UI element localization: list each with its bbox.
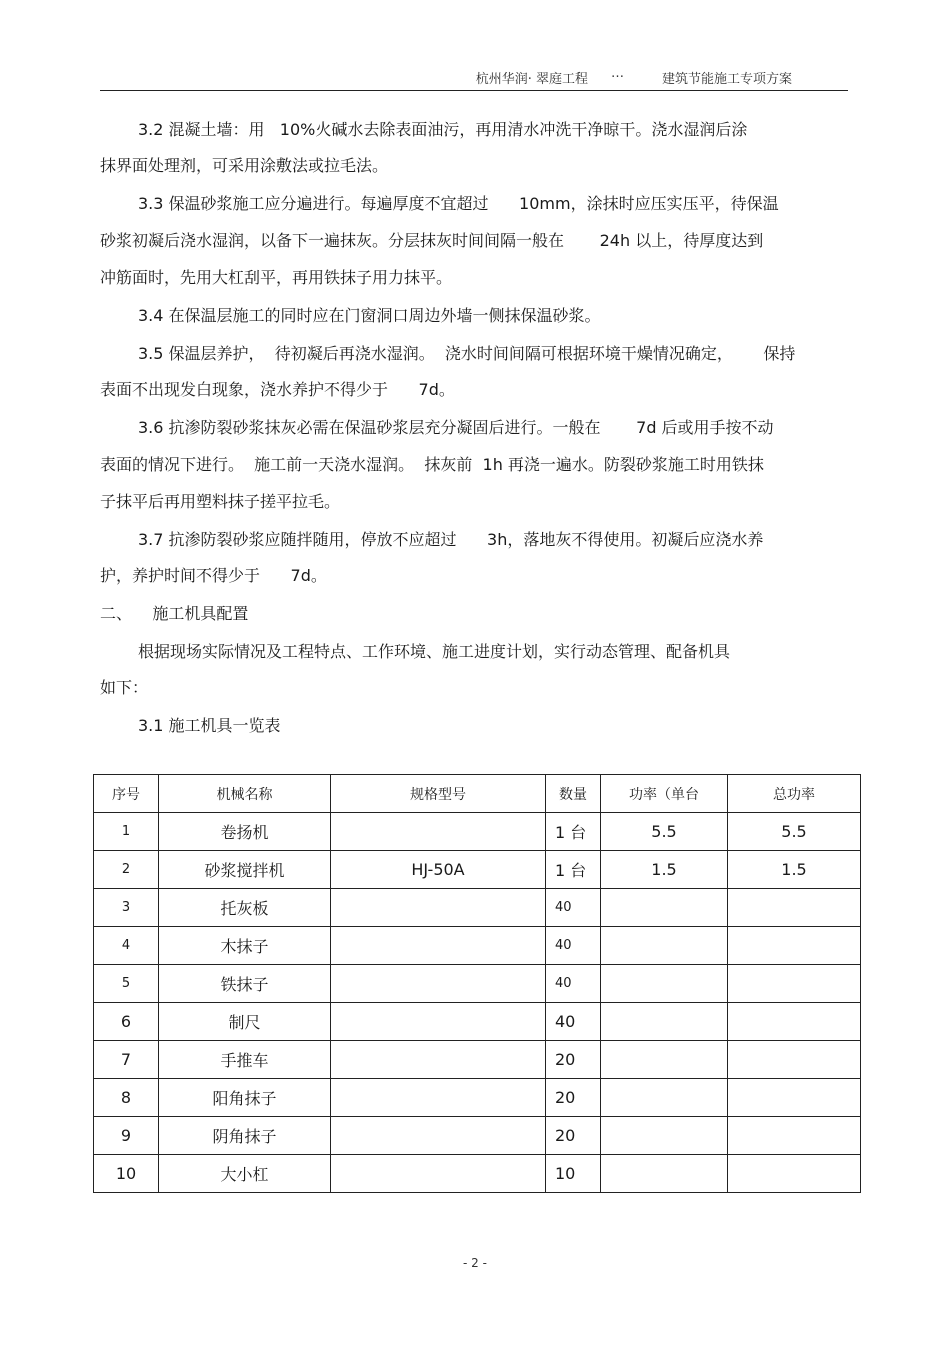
cell-unit-power — [601, 1155, 728, 1193]
cell-index: 10 — [94, 1155, 159, 1193]
cell-index: 9 — [94, 1117, 159, 1155]
cell-unit-power — [601, 927, 728, 965]
cell-index: 7 — [94, 1041, 159, 1079]
cell-model — [331, 889, 546, 927]
cell-unit-power: 1.5 — [601, 851, 728, 889]
cell-unit-power — [601, 1003, 728, 1041]
table-row — [94, 1041, 861, 1079]
cell-name: 砂浆搅拌机 — [159, 851, 331, 889]
cell-total-power — [728, 889, 861, 927]
paragraph-3-5-line-1: 3.5 保温层养护， 待初凝后再浇水湿润。 浇水时间间隔可根据环境干燥情况确定， 保持 — [138, 344, 796, 363]
cell-name: 阳角抹子 — [159, 1079, 331, 1117]
header-separator: … — [611, 66, 624, 81]
cell-name: 铁抹子 — [159, 965, 331, 1003]
header-cell-quantity: 数量 — [546, 775, 601, 813]
table-row — [94, 1079, 861, 1117]
table-row — [94, 1117, 861, 1155]
page-header — [100, 64, 848, 91]
cell-model — [331, 1041, 546, 1079]
header-cell-name: 机械名称 — [159, 775, 331, 813]
cell-model — [331, 927, 546, 965]
cell-total-power — [728, 1003, 861, 1041]
cell-total-power — [728, 1155, 861, 1193]
cell-total-power — [728, 1041, 861, 1079]
cell-model — [331, 965, 546, 1003]
cell-unit-power — [601, 1079, 728, 1117]
cell-unit-power — [601, 1117, 728, 1155]
cell-unit-power: 5.5 — [601, 813, 728, 851]
paragraph-3-3-line-2: 砂浆初凝后浇水湿润，以备下一遍抹灰。分层抹灰时间间隔一般在 24h 以上，待厚度达到 — [100, 231, 764, 250]
cell-total-power: 5.5 — [728, 813, 861, 851]
header-project-name: 杭州华润· 翠庭工程 — [475, 72, 588, 87]
paragraph-3-5-line-2: 表面不出现发白现象，浇水养护不得少于 7d。 — [100, 380, 455, 399]
cell-total-power — [728, 1079, 861, 1117]
table-header-row — [94, 775, 861, 813]
cell-index: 2 — [94, 851, 159, 889]
cell-quantity: 20 — [546, 1117, 601, 1155]
cell-quantity: 20 — [546, 1041, 601, 1079]
paragraph-3-2-line-1: 3.2 混凝土墙：用 10%火碱水去除表面油污，再用清水冲洗干净晾干。浇水湿润后涂 — [138, 120, 748, 139]
cell-index: 3 — [94, 889, 159, 927]
section-heading-equipment: 二、 施工机具配置 — [100, 604, 249, 623]
paragraph-3-4-line-1: 3.4 在保温层施工的同时应在门窗洞口周边外墙一侧抹保温砂浆。 — [138, 306, 601, 325]
cell-model — [331, 1117, 546, 1155]
cell-name: 手推车 — [159, 1041, 331, 1079]
cell-quantity: 40 — [546, 927, 601, 965]
cell-total-power: 1.5 — [728, 851, 861, 889]
cell-index: 8 — [94, 1079, 159, 1117]
cell-quantity: 40 — [546, 965, 601, 1003]
cell-total-power — [728, 965, 861, 1003]
table-row — [94, 889, 861, 927]
page-number: - 2 - — [463, 1256, 487, 1270]
paragraph-3-6-line-2: 表面的情况下进行。 施工前一天浇水湿润。 抹灰前 1h 再浇一遍水。防裂砂浆施工时用铁抹 — [100, 455, 764, 474]
cell-name: 木抹子 — [159, 927, 331, 965]
cell-name: 阴角抹子 — [159, 1117, 331, 1155]
cell-quantity: 1 台 — [546, 851, 601, 889]
header-cell-total-power: 总功率 — [728, 775, 861, 813]
cell-index: 4 — [94, 927, 159, 965]
table-row — [94, 927, 861, 965]
paragraph-3-2-line-2: 抹界面处理剂，可采用涂敷法或拉毛法。 — [100, 156, 389, 175]
cell-name: 制尺 — [159, 1003, 331, 1041]
table-row — [94, 813, 861, 851]
paragraph-3-3-line-3: 冲筋面时，先用大杠刮平，再用铁抹子用力抹平。 — [100, 268, 453, 287]
cell-quantity: 40 — [546, 889, 601, 927]
equipment-table — [93, 774, 861, 1193]
cell-unit-power — [601, 965, 728, 1003]
table-row — [94, 1155, 861, 1193]
table-row — [94, 1003, 861, 1041]
cell-quantity: 1 台 — [546, 813, 601, 851]
cell-index: 1 — [94, 813, 159, 851]
cell-quantity: 10 — [546, 1155, 601, 1193]
paragraph-3-6-line-1: 3.6 抗渗防裂砂浆抹灰必需在保温砂浆层充分凝固后进行。一般在 7d 后或用手按不动 — [138, 418, 774, 437]
header-cell-model: 规格型号 — [331, 775, 546, 813]
paragraph-3-6-line-3: 子抹平后再用塑料抹子搓平拉毛。 — [100, 492, 341, 511]
cell-model — [331, 813, 546, 851]
cell-model — [331, 1079, 546, 1117]
table-row — [94, 851, 861, 889]
paragraph-3-7-line-1: 3.7 抗渗防裂砂浆应随拌随用，停放不应超过 3h，落地灰不得使用。初凝后应浇水养 — [138, 530, 764, 549]
cell-model — [331, 1003, 546, 1041]
cell-total-power — [728, 1117, 861, 1155]
cell-quantity: 40 — [546, 1003, 601, 1041]
paragraph-3-7-line-2: 护，养护时间不得少于 7d。 — [100, 566, 327, 585]
cell-model: HJ-50A — [331, 851, 546, 889]
table-row — [94, 965, 861, 1003]
cell-unit-power — [601, 889, 728, 927]
paragraph-3-3-line-1: 3.3 保温砂浆施工应分遍进行。每遍厚度不宜超过 10mm，涂抹时应压实压平，待保温 — [138, 194, 779, 213]
cell-index: 5 — [94, 965, 159, 1003]
cell-quantity: 20 — [546, 1079, 601, 1117]
intro-line-1: 根据现场实际情况及工程特点、工作环境、施工进度计划，实行动态管理、配备机具 — [138, 642, 731, 661]
header-cell-unit-power: 功率（单台 — [601, 775, 728, 813]
cell-index: 6 — [94, 1003, 159, 1041]
cell-model — [331, 1155, 546, 1193]
header-document-title: 建筑节能施工专项方案 — [661, 72, 792, 87]
cell-total-power — [728, 927, 861, 965]
cell-name: 大小杠 — [159, 1155, 331, 1193]
cell-unit-power — [601, 1041, 728, 1079]
header-cell-index: 序号 — [94, 775, 159, 813]
cell-name: 卷扬机 — [159, 813, 331, 851]
intro-line-2: 如下： — [100, 678, 149, 697]
table-title: 3.1 施工机具一览表 — [138, 716, 281, 735]
cell-name: 托灰板 — [159, 889, 331, 927]
